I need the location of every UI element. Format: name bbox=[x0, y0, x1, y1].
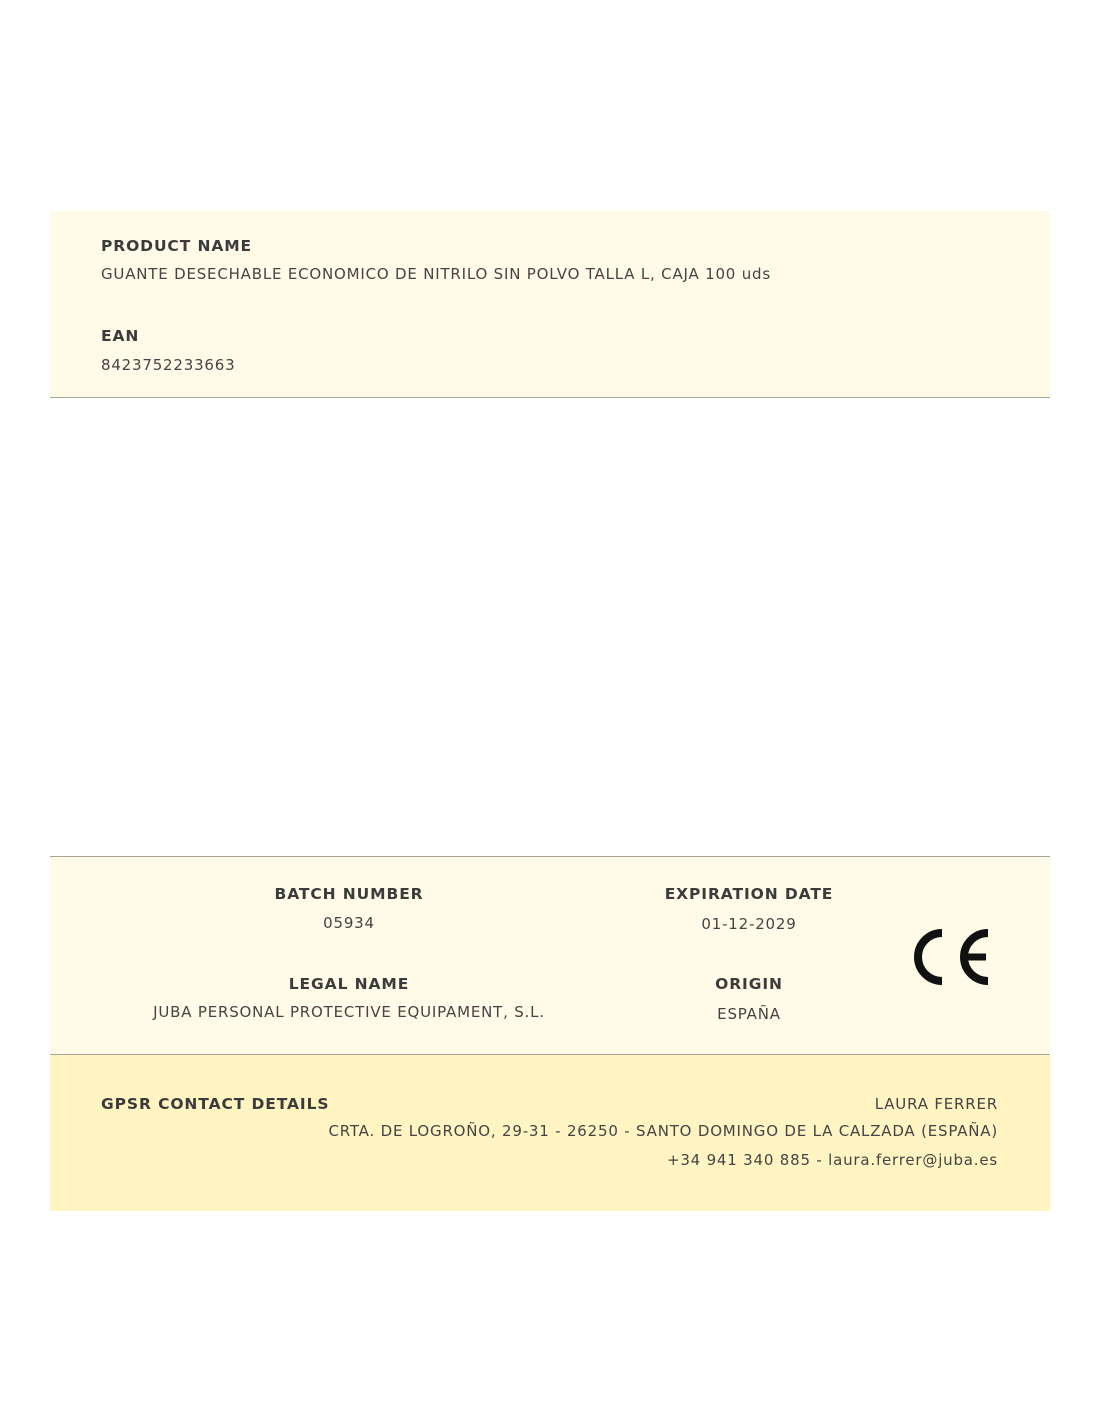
batch-number-value: 05934 bbox=[323, 914, 375, 932]
gpsr-contact-phone-email: +34 941 340 885 - laura.ferrer@juba.es bbox=[666, 1151, 998, 1169]
ce-mark-icon bbox=[908, 926, 992, 988]
legal-name-label: LEGAL NAME bbox=[288, 975, 410, 993]
product-info-panel bbox=[50, 211, 1050, 398]
ean-label: EAN bbox=[101, 327, 140, 345]
expiration-date-label: EXPIRATION DATE bbox=[664, 885, 834, 903]
product-name-value: GUANTE DESECHABLE ECONOMICO DE NITRILO SIN POLVO TALLA L, CAJA 100 uds bbox=[101, 265, 771, 283]
batch-details-panel bbox=[50, 856, 1050, 1055]
gpsr-contact-label: GPSR CONTACT DETAILS bbox=[101, 1095, 330, 1113]
gpsr-contact-panel bbox=[50, 1055, 1050, 1211]
gpsr-contact-address: CRTA. DE LOGROÑO, 29-31 - 26250 - SANTO DOMINGO DE LA CALZADA (ESPAÑA) bbox=[328, 1122, 998, 1140]
product-name-label: PRODUCT NAME bbox=[101, 237, 253, 255]
origin-value: ESPAÑA bbox=[717, 1005, 781, 1023]
origin-label: ORIGIN bbox=[715, 975, 783, 993]
gpsr-contact-name: LAURA FERRER bbox=[874, 1095, 998, 1113]
batch-number-label: BATCH NUMBER bbox=[274, 885, 424, 903]
legal-name-value: JUBA PERSONAL PROTECTIVE EQUIPAMENT, S.L. bbox=[153, 1003, 545, 1021]
ean-value: 8423752233663 bbox=[101, 356, 236, 374]
expiration-date-value: 01-12-2029 bbox=[701, 915, 797, 933]
